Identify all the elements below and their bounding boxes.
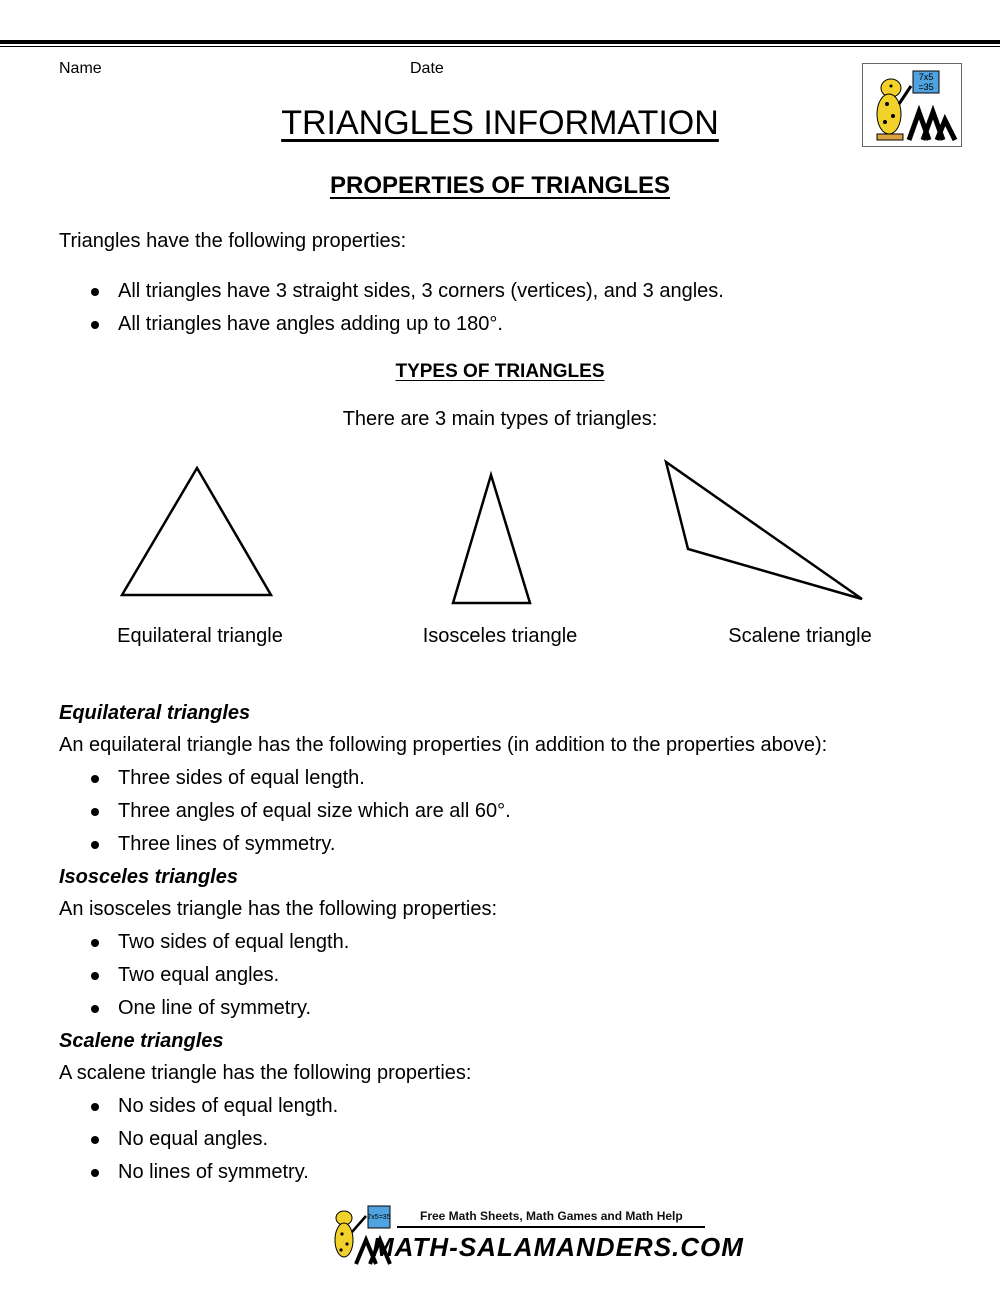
- page-title: TRIANGLES INFORMATION: [281, 104, 719, 142]
- header-rule-thin: [0, 46, 1000, 47]
- intro-text: Triangles have the following properties:: [59, 230, 407, 252]
- scalene-heading: Scalene triangles: [59, 1030, 224, 1052]
- isosceles-intro: An isosceles triangle has the following properties:: [59, 898, 498, 920]
- types-intro: There are 3 main types of triangles:: [342, 408, 658, 430]
- list-item: Three lines of symmetry.: [118, 832, 335, 856]
- logo-text-top: 7x5: [918, 72, 934, 82]
- footer-logo-text: 7x5=35: [367, 1214, 391, 1221]
- footer-rule: [397, 1226, 705, 1228]
- list-item: No sides of equal length.: [118, 1094, 338, 1118]
- list-item: All triangles have 3 straight sides, 3 corners (vertices), and 3 angles.: [118, 279, 724, 303]
- equilateral-intro: An equilateral triangle has the following properties (in addition to the properties above):: [59, 734, 828, 756]
- header-rule-thick: [0, 40, 1000, 44]
- date-label: Date: [410, 60, 444, 77]
- caption-isosceles: Isosceles triangle: [422, 625, 578, 647]
- caption-scalene: Scalene triangle: [728, 625, 872, 647]
- name-label: Name: [59, 60, 102, 77]
- caption-equilateral: Equilateral triangle: [117, 625, 283, 647]
- list-item: No lines of symmetry.: [118, 1160, 309, 1184]
- list-item: Two equal angles.: [118, 963, 279, 987]
- list-item: One line of symmetry.: [118, 996, 311, 1020]
- logo-text-bottom: =35: [918, 82, 934, 92]
- triangle-diagrams: [0, 450, 1000, 620]
- list-item: Three angles of equal size which are all 60°.: [118, 799, 511, 823]
- scalene-triangle: [666, 462, 862, 599]
- equilateral-heading: Equilateral triangles: [59, 702, 251, 724]
- list-item: No equal angles.: [118, 1127, 268, 1151]
- list-item: Two sides of equal length.: [118, 930, 349, 954]
- types-heading: TYPES OF TRIANGLES: [395, 361, 605, 382]
- equilateral-triangle: [122, 468, 271, 595]
- isosceles-triangle: [453, 475, 530, 603]
- section-subtitle: PROPERTIES OF TRIANGLES: [329, 172, 671, 199]
- isosceles-heading: Isosceles triangles: [59, 866, 238, 888]
- list-item: Three sides of equal length.: [118, 766, 365, 790]
- footer-tagline: Free Math Sheets, Math Games and Math Help: [420, 1209, 683, 1223]
- list-item: All triangles have angles adding up to 180°.: [118, 312, 503, 336]
- scalene-intro: A scalene triangle has the following properties:: [59, 1062, 472, 1084]
- footer-site-link[interactable]: MATH-SALAMANDERS.COM: [372, 1232, 744, 1262]
